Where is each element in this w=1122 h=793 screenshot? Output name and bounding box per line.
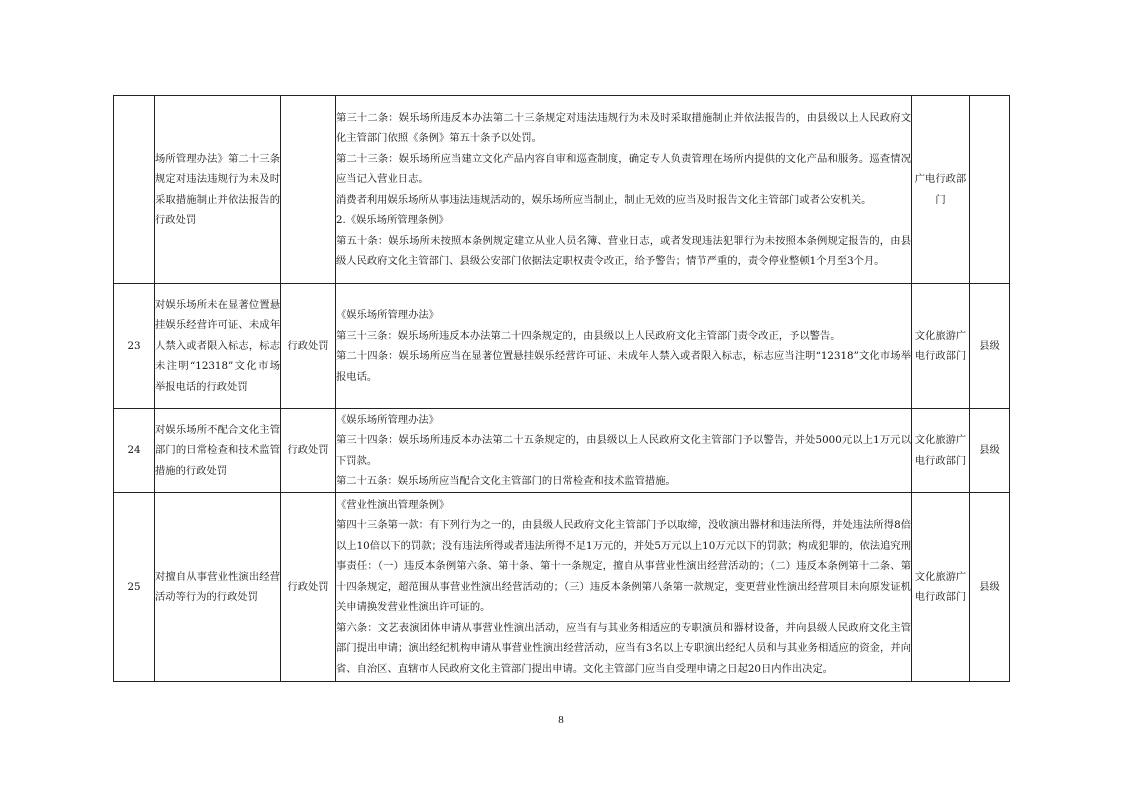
legal-basis-paragraph: 第六条：文艺表演团体申请从事营业性演出活动，应当有与其业务相适应的专职演员和器材设备，并向县级人民政府文化主管部门提出申请；演出经纪机构申请从事营业性演出经营活动，应当有3名以上专职演出经纪人员和与其业务相适应的资金，并向省、自治区、直辖市人民政府文化主管部门提出申请。文化主管部门应当自受理申请之日起20日内作出决定。	[336, 621, 911, 675]
penalty-item-cell: 场所管理办法》第二十三条规定对违法违规行为未及时采取措施制止并依法报告的行政处罚	[155, 96, 281, 284]
department-cell: 文化旅游广电行政部门	[912, 284, 970, 409]
legal-basis-paragraph: 第四十三条第一款：有下列行为之一的，由县级人民政府文化主管部门予以取缔，没收演出器材和违法所得，并处违法所得8倍以上10倍以下的罚款；没有违法所得或者违法所得不足1万元的，并处5万元以上10万元以下的罚款；构成犯罪的，依法追究刑事责任：（一）违反本条例第六条、第十条、第十一条规定，擅自从事营业性演出经营活动的；（二）违反本条例第十二条、第十四条规定，超范围从事营业性演出经营活动的；（三）违反本条例第八条第一款规定，变更营业性演出经营项目未向原发证机关申请换发营业性演出许可证的。	[336, 519, 911, 614]
row-number-cell: 23	[114, 284, 155, 409]
legal-basis-paragraph: 第二十三条：娱乐场所应当建立文化产品内容自审和巡查制度，确定专人负责管理在场所内提供的文化产品和服务。巡查情况应当记入营业日志。	[336, 152, 911, 185]
legal-basis-paragraph: 《娱乐场所管理办法》	[336, 309, 439, 321]
penalty-item-cell: 对擅自从事营业性演出经营活动等行为的行政处罚	[155, 493, 281, 682]
legal-basis-cell	[336, 96, 912, 284]
penalty-item-cell: 对娱乐场所未在显著位置悬挂娱乐经营许可证、未成年人禁入或者限入标志，标志未注明“12318”文化市场举报电话的行政处罚	[155, 284, 281, 409]
penalty-type-cell: 行政处罚	[281, 284, 336, 409]
penalty-item-cell: 对娱乐场所不配合文化主管部门的日常检查和技术监管措施的行政处罚	[155, 409, 281, 493]
level-cell: 县级	[970, 493, 1010, 682]
page-number: 8	[558, 714, 564, 726]
legal-basis-paragraph: 第五十条：娱乐场所未按照本条例规定建立从业人员名簿、营业日志，或者发现违法犯罪行为未按照本条例规定报告的，由县级人民政府文化主管部门、县级公安部门依据法定职权责令改正，给予警告；情节严重的，责令停业整顿1个月至3个月。	[336, 234, 911, 267]
level-cell: 县级	[970, 409, 1010, 493]
legal-basis-paragraph: 2.《娱乐场所管理条例》	[336, 214, 449, 226]
legal-basis-paragraph: 《娱乐场所管理办法》	[336, 413, 439, 426]
legal-basis-paragraph: 第二十四条：娱乐场所应当在显著位置悬挂娱乐经营许可证、未成年人禁入或者限入标志，标志应当注明“12318”文化市场举报电话。	[336, 350, 911, 383]
level-cell	[970, 96, 1010, 284]
legal-basis-paragraph: 第二十五条：娱乐场所应当配合文化主管部门的日常检查和技术监管措施。	[336, 475, 676, 487]
table-row	[114, 96, 1010, 284]
department-cell: 文化旅游广电行政部门	[912, 493, 970, 682]
legal-basis-paragraph: 第三十三条：娱乐场所违反本办法第二十四条规定的，由县级以上人民政府文化主管部门责令改正，予以警告。	[336, 329, 841, 342]
legal-basis-cell	[336, 409, 912, 493]
regulation-table	[113, 95, 1010, 682]
legal-basis-cell	[336, 284, 912, 409]
row-number-cell	[114, 96, 155, 284]
row-number-cell: 25	[114, 493, 155, 682]
department-cell: 文化旅游广电行政部门	[912, 409, 970, 493]
table-row	[114, 409, 1010, 493]
penalty-type-cell	[281, 96, 336, 284]
table-row	[114, 284, 1010, 409]
legal-basis-paragraph: 第三十四条：娱乐场所违反本办法第二十五条规定的，由县级以上人民政府文化主管部门予以警告，并处5000元以上1万元以下罚款。	[336, 434, 911, 467]
penalty-type-cell: 行政处罚	[281, 493, 336, 682]
legal-basis-paragraph: 《营业性演出管理条例》	[336, 498, 450, 511]
row-number-cell: 24	[114, 409, 155, 493]
level-cell: 县级	[970, 284, 1010, 409]
department-cell: 广电行政部门	[912, 96, 970, 284]
table-row	[114, 493, 1010, 682]
legal-basis-cell	[336, 493, 912, 682]
legal-basis-paragraph: 第三十二条：娱乐场所违反本办法第二十三条规定对违法违规行为未及时采取措施制止并依法报告的，由县级以上人民政府文化主管部门依照《条例》第五十条予以处罚。	[336, 111, 911, 144]
penalty-type-cell: 行政处罚	[281, 409, 336, 493]
legal-basis-paragraph: 消费者利用娱乐场所从事违法违规活动的，娱乐场所应当制止，制止无效的应当及时报告文化主管部门或者公安机关。	[336, 193, 872, 206]
